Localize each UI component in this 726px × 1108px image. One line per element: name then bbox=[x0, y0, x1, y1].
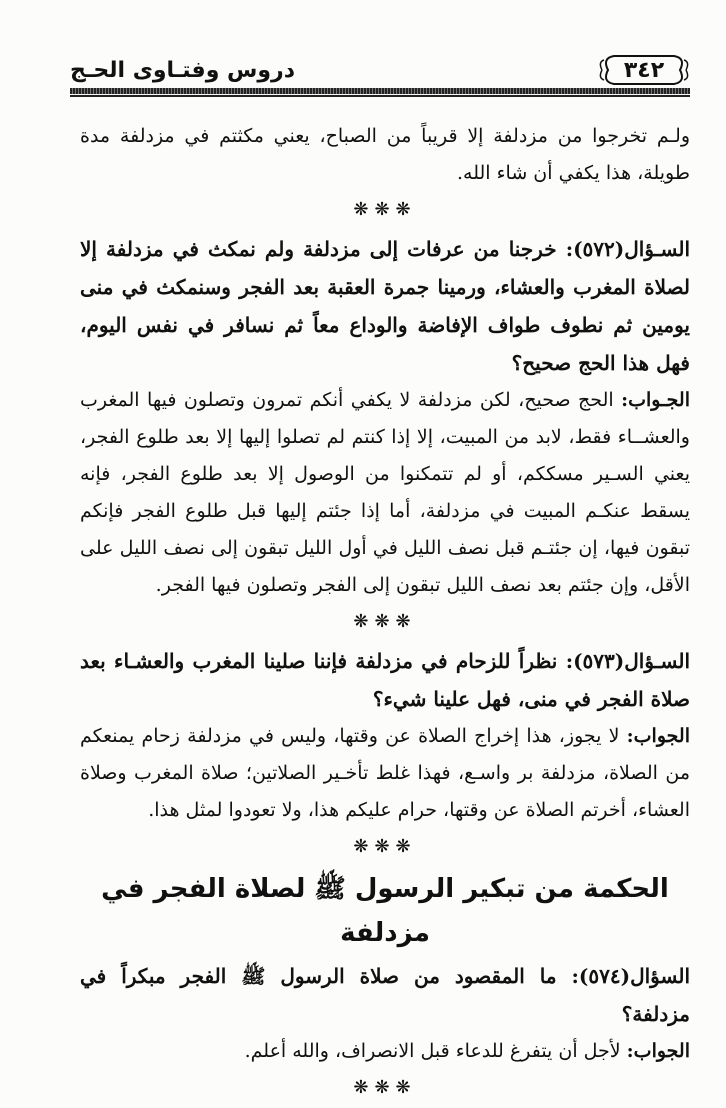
question-text: خرجنا من عرفات إلى مزدلفة ولم نمكث في مزدلفة إلا لصلاة المغرب والعشاء، ورمينا جمرة العقبة بعد الفجر وسنمكث في منى يومين ثم نطوف طواف الإفاضة والوداع معاً ثم نسافر في نفس اليوم، فهل هذا الحج صحيح؟ bbox=[80, 237, 690, 375]
question-text: نظراً للزحام في مزدلفة فإننا صلينا المغرب والعشـاء بعد صلاة الفجر في منى، فهل علينا شيء؟ bbox=[80, 649, 690, 711]
question-text: ما المقصود من صلاة الرسول ﷺ الفجر مبكراً في مزدلفة؟ bbox=[80, 964, 690, 1026]
answer-text: لا يجوز، هذا إخراج الصلاة عن وقتها، وليس في مزدلفة زحام يمنعكم من الصلاة، مزدلفة بر واسـع، فهذا غلط تأخـير الصلاتين؛ صلاة المغرب وصلاة العشاء، أخرتم الصلاة عن وقتها، حرام عليكم هذا، ولا تعودوا لمثل هذا. bbox=[80, 725, 690, 821]
question-label: السؤال(٥٧٤): bbox=[571, 964, 690, 988]
separator-stars: ❋❋❋ bbox=[353, 836, 417, 857]
header-rule-thin bbox=[70, 95, 690, 97]
page-content bbox=[80, 118, 690, 1108]
page-header bbox=[70, 52, 690, 98]
intro-paragraph: ولـم تخرجوا من مزدلفة إلا قريباً من الصباح، يعني مكثتم في مزدلفة مدة طويلة، هذا يكفي أن شاء الله. bbox=[80, 125, 690, 184]
question-label: السـؤال(٥٧٢): bbox=[565, 237, 691, 261]
header-rule bbox=[70, 88, 690, 94]
question-label: السـؤال(٥٧٣): bbox=[565, 649, 691, 673]
answer-573 bbox=[80, 718, 690, 829]
question-573 bbox=[80, 642, 690, 718]
answer-572 bbox=[80, 382, 690, 604]
question-572 bbox=[80, 230, 690, 382]
book-title: دروس وفتـاوى الحـج bbox=[70, 58, 296, 83]
page-number: ٣٤٢ bbox=[623, 58, 665, 83]
question-574 bbox=[80, 957, 690, 1033]
answer-text: الحج صحيح، لكن مزدلفة لا يكفي أنكم تمرون وتصلون فيها المغرب والعشــاء فقط، لابد من المبيت، إلا إذا كنتم لم تصلوا إليها إلا بعد طلوع الفجر، يعني السـير مسككم، أو لم تتمكنوا من الوصول إلا بعد طلوع الفجر، فإنه يسقط عنكـم المبيت في مزدلفة، أما إذا جئتم إليها قبل طلوع الفجر فإنكم تبقون فيها، إن جئتـم قبل نصف الليل في أول الليل تبقون إلى نصف الليل على الأقل، وإن جئتم بعد نصف الليل تبقون إلى الفجر وتصلون فيها الفجر. bbox=[80, 389, 690, 596]
separator-stars: ❋❋❋ bbox=[353, 1077, 417, 1098]
separator-stars: ❋❋❋ bbox=[353, 199, 417, 220]
answer-label: الجـواب: bbox=[621, 389, 690, 411]
answer-label: الجواب: bbox=[626, 1040, 690, 1062]
separator-stars: ❋❋❋ bbox=[353, 611, 417, 632]
section-heading: الحكمة من تبكير الرسول ﷺ لصلاة الفجر في مزدلفة bbox=[101, 874, 669, 948]
answer-text: لأجل أن يتفرغ للدعاء قبل الانصراف، والله أعلم. bbox=[244, 1040, 621, 1062]
answer-574 bbox=[80, 1033, 690, 1070]
page-number-ornament bbox=[598, 52, 690, 88]
answer-label: الجواب: bbox=[626, 725, 690, 747]
